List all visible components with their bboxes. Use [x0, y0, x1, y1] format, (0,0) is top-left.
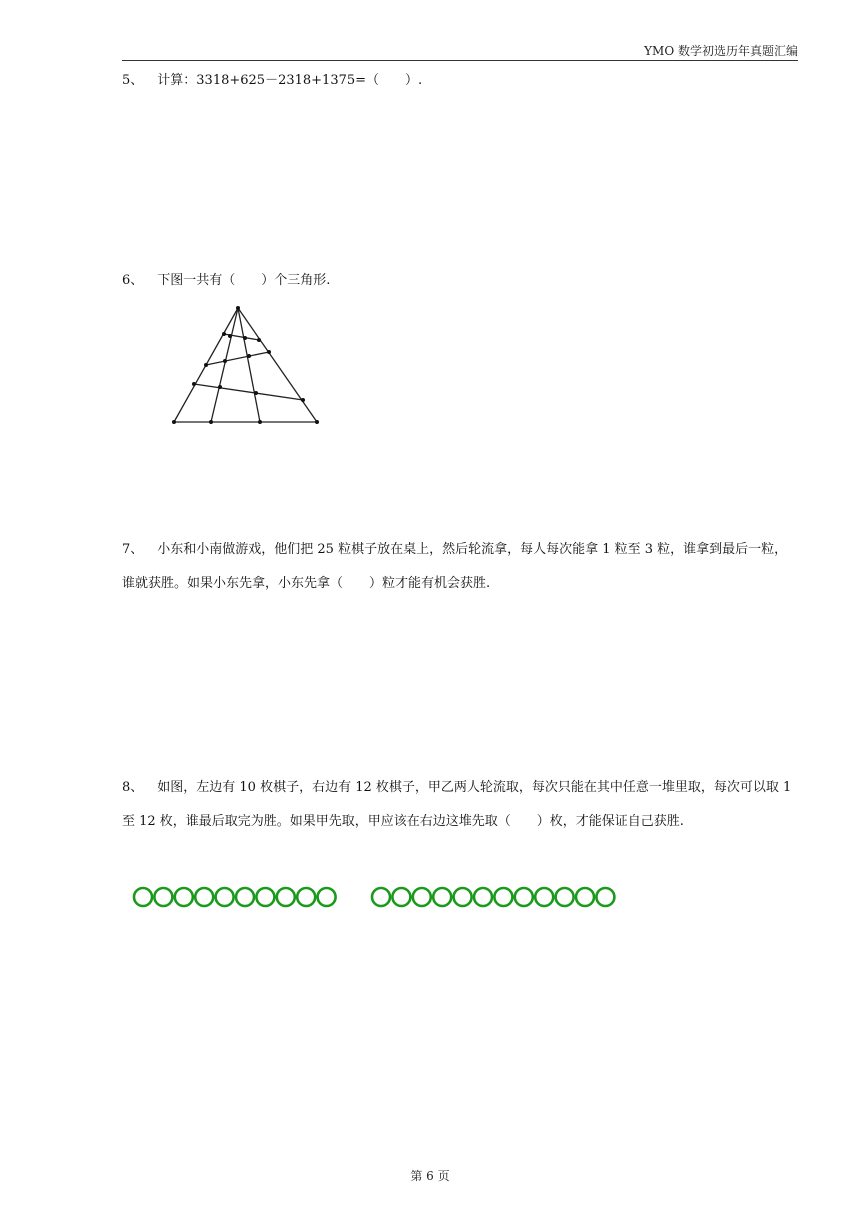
vertex-dot	[228, 334, 232, 338]
chess-piece-circle	[372, 888, 390, 906]
chess-piece-circle	[515, 888, 533, 906]
triangle-figure	[165, 302, 325, 430]
chess-piece-circle	[134, 888, 152, 906]
chess-piece-circle	[474, 888, 492, 906]
chess-piece-circle	[318, 888, 336, 906]
chess-piece-circle	[433, 888, 451, 906]
question-number: 8、	[122, 780, 144, 795]
chess-piece-circle	[454, 888, 472, 906]
vertex-dot	[267, 350, 271, 354]
vertex-dot	[301, 398, 305, 402]
inner-line-2	[238, 308, 260, 422]
vertex-dot	[204, 363, 208, 367]
question-text: 下图一共有（ ）个三角形.	[157, 273, 331, 288]
question-number: 6、	[122, 273, 144, 288]
vertex-dot	[257, 338, 261, 342]
page-number: 第 6 页	[410, 1169, 450, 1183]
question-5	[122, 64, 800, 98]
chess-piece-circle	[556, 888, 574, 906]
vertex-dot	[218, 385, 222, 389]
chess-piece-circle	[535, 888, 553, 906]
chess-piece-circle	[256, 888, 274, 906]
cross-line-3	[194, 384, 303, 400]
vertex-dot	[247, 354, 251, 358]
vertex-dot	[243, 336, 247, 340]
chess-piece-circle	[277, 888, 295, 906]
question-6	[122, 264, 800, 298]
vertex-dot	[254, 391, 258, 395]
chess-piece-circle	[195, 888, 213, 906]
question-number: 5、	[122, 73, 144, 88]
cross-line-2	[206, 352, 269, 365]
page-footer	[0, 1167, 860, 1184]
vertex-dot	[209, 420, 213, 424]
question-7	[122, 533, 800, 601]
chess-piles-figure	[130, 884, 620, 912]
question-text: 计算：3318+625－2318+1375=（ ）.	[157, 73, 423, 88]
chess-piece-circle	[596, 888, 614, 906]
chess-piece-circle	[236, 888, 254, 906]
left-pile	[134, 888, 336, 906]
chess-piece-circle	[154, 888, 172, 906]
triangle-right-side	[238, 308, 317, 422]
chess-piece-circle	[216, 888, 234, 906]
vertex-dot	[315, 420, 319, 424]
chess-piece-circle	[413, 888, 431, 906]
vertex-dot	[258, 420, 262, 424]
chess-piece-circle	[494, 888, 512, 906]
vertex-dot	[223, 359, 227, 363]
chess-piece-circle	[392, 888, 410, 906]
vertex-dot	[172, 420, 176, 424]
question-text: 如图，左边有 10 枚棋子，右边有 12 枚棋子，甲乙两人轮流取，每次只能在其中任意一堆里取，每次可以取 1 至 12 枚，谁最后取完为胜。如果甲先取，甲应该在右边这堆先取（ ）枚，才能保证自己获胜.	[122, 780, 792, 829]
right-pile	[372, 888, 614, 906]
chess-piece-circle	[576, 888, 594, 906]
question-8	[122, 771, 800, 839]
vertex-dot	[236, 306, 240, 310]
header-title: YMO 数学初选历年真题汇编	[644, 44, 798, 58]
page-header	[122, 40, 798, 61]
question-text: 小东和小南做游戏，他们把 25 粒棋子放在桌上，然后轮流拿，每人每次能拿 1 粒至 3 粒，谁拿到最后一粒，谁就获胜。如果小东先拿，小东先拿（ ）粒才能有机会获胜.	[122, 542, 788, 591]
vertex-dot	[192, 382, 196, 386]
chess-piece-circle	[297, 888, 315, 906]
question-number: 7、	[122, 542, 144, 557]
chess-piece-circle	[175, 888, 193, 906]
vertex-dot	[222, 332, 226, 336]
inner-line-1	[211, 308, 238, 422]
